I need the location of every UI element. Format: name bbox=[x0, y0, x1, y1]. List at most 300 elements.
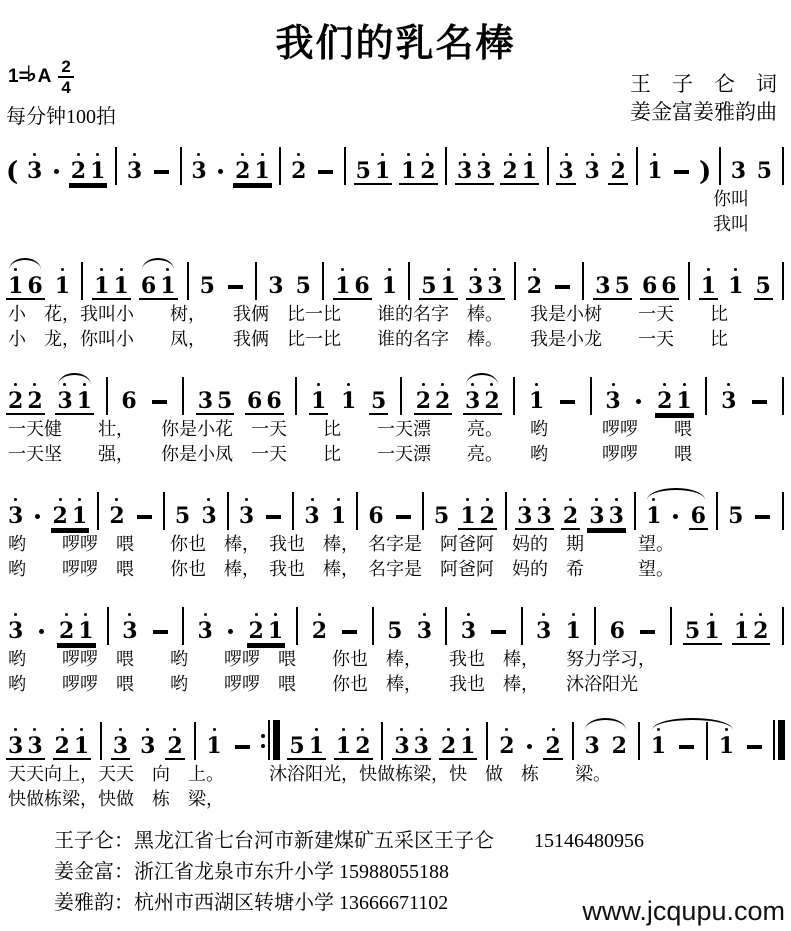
note-digit: 3 bbox=[197, 618, 213, 644]
note bbox=[165, 728, 184, 758]
beam-group bbox=[399, 153, 438, 185]
octave-dot bbox=[509, 153, 512, 156]
note-digit: 1 bbox=[335, 273, 351, 299]
note-digit: 3 bbox=[605, 388, 621, 414]
octave-dot bbox=[146, 728, 149, 731]
dash-note bbox=[674, 170, 689, 174]
note bbox=[125, 153, 144, 183]
note-digit: 3 bbox=[721, 388, 737, 414]
note-digit: 1 bbox=[113, 273, 129, 299]
note bbox=[515, 498, 534, 528]
augmentation-dot bbox=[39, 629, 44, 634]
dash-note bbox=[342, 630, 357, 634]
octave-dot bbox=[493, 268, 496, 271]
note bbox=[204, 728, 223, 758]
note bbox=[744, 728, 765, 758]
time-signature-denominator: 4 bbox=[61, 78, 71, 97]
note-digit: 5 bbox=[174, 503, 191, 529]
note-digit: 2 bbox=[610, 158, 626, 184]
dash-note bbox=[235, 745, 250, 749]
note bbox=[315, 153, 336, 183]
note bbox=[587, 498, 606, 528]
note-digit: 5 bbox=[728, 503, 744, 529]
note bbox=[637, 613, 658, 643]
note bbox=[439, 268, 458, 298]
note bbox=[88, 153, 107, 183]
note bbox=[310, 613, 329, 643]
beam-group bbox=[92, 268, 131, 300]
note bbox=[392, 728, 411, 758]
note bbox=[76, 613, 95, 643]
beam-group bbox=[655, 383, 694, 415]
barline bbox=[782, 377, 784, 415]
score bbox=[0, 133, 791, 823]
barline bbox=[182, 377, 184, 415]
time-signature-numerator: 2 bbox=[58, 58, 73, 78]
augmentation-dot bbox=[35, 514, 40, 519]
note bbox=[366, 498, 385, 528]
beam-group bbox=[165, 728, 184, 760]
note-digit: 3 bbox=[595, 273, 611, 299]
note-digit: 3 bbox=[197, 388, 213, 414]
octave-dot bbox=[133, 153, 136, 156]
time-signature bbox=[58, 58, 73, 96]
barline bbox=[445, 607, 447, 645]
barline bbox=[636, 147, 638, 185]
barline bbox=[81, 262, 83, 300]
octave-dot bbox=[552, 728, 555, 731]
note bbox=[173, 498, 192, 528]
note bbox=[689, 498, 708, 528]
note bbox=[289, 153, 308, 183]
notation-row bbox=[0, 133, 791, 187]
beam-group bbox=[455, 153, 494, 185]
note-digit: 3 bbox=[558, 158, 574, 184]
barline bbox=[782, 262, 784, 300]
barline bbox=[279, 147, 281, 185]
octave-dot bbox=[388, 268, 391, 271]
note bbox=[385, 613, 404, 643]
note bbox=[120, 613, 139, 643]
octave-dot bbox=[84, 613, 87, 616]
note bbox=[458, 728, 477, 758]
note-digit: 1 bbox=[646, 503, 662, 529]
note-digit: 5 bbox=[433, 503, 450, 529]
note-digit: 5 bbox=[355, 158, 371, 184]
note-digit: 3 bbox=[413, 733, 429, 759]
octave-dot bbox=[120, 268, 123, 271]
beam-group bbox=[51, 498, 90, 530]
note-digit: 2 bbox=[291, 158, 307, 184]
octave-dot bbox=[447, 728, 450, 731]
note bbox=[199, 498, 218, 528]
octave-dot bbox=[381, 153, 384, 156]
octave-dot bbox=[535, 383, 538, 386]
note-digit: 3 bbox=[126, 158, 143, 184]
note-digit: 6 bbox=[641, 273, 658, 299]
note bbox=[92, 268, 111, 298]
note-digit: 1 bbox=[381, 273, 398, 299]
note bbox=[237, 498, 256, 528]
note-digit: 1 bbox=[254, 158, 270, 184]
note bbox=[380, 268, 399, 298]
note-digit: 6 bbox=[266, 388, 282, 414]
note bbox=[414, 383, 433, 413]
score-system bbox=[0, 478, 791, 582]
octave-dot bbox=[65, 613, 68, 616]
note bbox=[189, 153, 208, 183]
note-digit: 1 bbox=[71, 503, 88, 529]
octave-dot bbox=[400, 728, 403, 731]
note-digit: 6 bbox=[690, 503, 706, 529]
note-digit: 1 bbox=[460, 503, 476, 529]
note bbox=[196, 383, 215, 413]
score-system bbox=[0, 708, 791, 812]
beam-group bbox=[369, 383, 388, 415]
beam-group bbox=[247, 613, 286, 645]
note bbox=[608, 153, 627, 183]
note-digit: 1 bbox=[90, 158, 106, 184]
octave-dot bbox=[274, 613, 277, 616]
beam-group bbox=[593, 268, 632, 300]
lyric-row: 快做栋梁，快做 栋 梁， bbox=[8, 789, 224, 809]
dash-note bbox=[137, 515, 152, 519]
note bbox=[233, 153, 252, 183]
note-digit: 2 bbox=[70, 158, 87, 184]
note-digit: 1 bbox=[76, 388, 92, 414]
barline bbox=[716, 492, 718, 530]
barline bbox=[194, 722, 196, 760]
note-digit: 1 bbox=[341, 388, 357, 414]
beam-group bbox=[111, 728, 130, 760]
octave-dot bbox=[59, 498, 62, 501]
note bbox=[640, 268, 659, 298]
octave-dot bbox=[426, 153, 429, 156]
note bbox=[466, 268, 485, 298]
note-digit: 1 bbox=[330, 503, 347, 529]
lyric-row: 小 龙，你叫小 凤， 我俩 比一比 谁的名字 棒。 我是小龙 一天 比 bbox=[8, 329, 728, 349]
note bbox=[755, 153, 774, 183]
note bbox=[751, 613, 770, 643]
key-letter: A bbox=[37, 66, 52, 87]
note bbox=[702, 613, 721, 643]
beam-group bbox=[57, 613, 96, 645]
score-system bbox=[0, 248, 791, 352]
note-digit: 1 bbox=[733, 618, 750, 644]
octave-dot bbox=[14, 613, 17, 616]
barline bbox=[97, 492, 99, 530]
octave-dot bbox=[740, 613, 743, 616]
note bbox=[608, 613, 627, 643]
bracket-symbol: ( bbox=[6, 157, 19, 187]
augmentation-dot bbox=[228, 629, 233, 634]
note bbox=[418, 153, 437, 183]
note bbox=[463, 383, 482, 413]
note-digit: 3 bbox=[460, 618, 477, 644]
beam-group bbox=[419, 268, 458, 300]
note-digit: 3 bbox=[140, 733, 156, 759]
dash-note bbox=[747, 745, 762, 749]
note bbox=[252, 153, 271, 183]
note bbox=[215, 383, 234, 413]
octave-dot bbox=[213, 728, 216, 731]
contact-line: 姜金富：浙江省龙泉市东升小学 15988055188 bbox=[54, 861, 449, 883]
barline bbox=[445, 147, 447, 185]
barline bbox=[782, 492, 784, 530]
barline bbox=[486, 722, 488, 760]
note bbox=[674, 383, 693, 413]
note bbox=[6, 268, 25, 298]
note-digit: 1 bbox=[54, 273, 71, 299]
note-digit: 3 bbox=[608, 503, 624, 529]
final-barline bbox=[773, 720, 785, 762]
note bbox=[369, 383, 388, 413]
note bbox=[671, 153, 692, 183]
note-digit: 2 bbox=[499, 733, 515, 759]
note bbox=[488, 613, 509, 643]
barline bbox=[255, 262, 257, 300]
contact-info bbox=[54, 826, 644, 919]
octave-dot bbox=[204, 613, 207, 616]
dash-note bbox=[491, 630, 506, 634]
note bbox=[72, 728, 91, 758]
note-digit: 3 bbox=[268, 273, 284, 299]
barline bbox=[227, 492, 229, 530]
note-digit: 3 bbox=[27, 733, 43, 759]
credits bbox=[630, 70, 777, 126]
note-digit: 2 bbox=[58, 618, 75, 644]
note-digit: 3 bbox=[584, 158, 600, 184]
note-digit: 3 bbox=[467, 273, 484, 299]
thin-bar bbox=[268, 720, 270, 760]
note-digit: 1 bbox=[8, 273, 24, 299]
note bbox=[196, 613, 215, 643]
octave-dot bbox=[727, 383, 730, 386]
barline bbox=[594, 607, 596, 645]
octave-dot bbox=[14, 728, 17, 731]
beam-group bbox=[458, 498, 497, 530]
note-digit: 3 bbox=[584, 733, 600, 759]
barline bbox=[582, 262, 584, 300]
dash-note bbox=[154, 170, 169, 174]
barline bbox=[688, 262, 690, 300]
note-digit: 6 bbox=[368, 503, 384, 529]
note bbox=[70, 498, 89, 528]
note-digit: 1 bbox=[311, 388, 327, 414]
octave-dot bbox=[245, 498, 248, 501]
note-digit: 6 bbox=[354, 273, 370, 299]
score-system bbox=[0, 133, 791, 237]
note-digit: 2 bbox=[355, 733, 371, 759]
beam-group bbox=[53, 728, 92, 760]
octave-dot bbox=[317, 383, 320, 386]
note-digit: 1 bbox=[440, 273, 456, 299]
note-digit: 5 bbox=[421, 273, 437, 299]
note bbox=[527, 383, 546, 413]
note-digit: 2 bbox=[435, 388, 451, 414]
note bbox=[474, 153, 493, 183]
note-digit: 2 bbox=[109, 503, 125, 529]
note bbox=[119, 383, 138, 413]
barline bbox=[292, 492, 294, 530]
barline bbox=[400, 377, 402, 415]
barline bbox=[514, 262, 516, 300]
beam-group bbox=[69, 153, 108, 185]
barline bbox=[180, 147, 182, 185]
octave-dot bbox=[505, 728, 508, 731]
note bbox=[139, 268, 158, 298]
barline bbox=[719, 147, 721, 185]
octave-dot bbox=[441, 383, 444, 386]
augmentation-dot bbox=[218, 169, 223, 174]
beam-group bbox=[196, 383, 235, 415]
beam-group bbox=[500, 153, 539, 185]
augmentation-dot bbox=[54, 169, 59, 174]
note-digit: 3 bbox=[122, 618, 138, 644]
note bbox=[582, 728, 601, 758]
note-digit: 3 bbox=[112, 733, 129, 759]
octave-dot bbox=[33, 383, 36, 386]
note-digit: 1 bbox=[700, 273, 717, 299]
note-digit: 3 bbox=[487, 273, 503, 299]
beam-group bbox=[245, 383, 284, 415]
barline bbox=[422, 492, 424, 530]
note bbox=[57, 613, 76, 643]
note-digit: 1 bbox=[267, 618, 284, 644]
beam-group bbox=[754, 268, 773, 300]
note-digit: 1 bbox=[565, 618, 581, 644]
tempo-marking: 每分钟100拍 bbox=[6, 106, 116, 128]
note bbox=[149, 383, 170, 413]
note-digit: 1 bbox=[206, 733, 222, 759]
note-digit: 2 bbox=[8, 388, 24, 414]
note bbox=[399, 153, 418, 183]
barline bbox=[115, 147, 117, 185]
note-digit: 1 bbox=[650, 733, 667, 759]
note bbox=[25, 383, 44, 413]
beam-group bbox=[333, 268, 372, 300]
note-digit: 3 bbox=[465, 388, 481, 414]
note bbox=[53, 728, 72, 758]
octave-dot bbox=[569, 498, 572, 501]
octave-dot bbox=[615, 498, 618, 501]
note bbox=[432, 498, 451, 528]
octave-dot bbox=[466, 728, 469, 731]
note bbox=[726, 498, 745, 528]
barline bbox=[344, 147, 346, 185]
barline bbox=[521, 607, 523, 645]
octave-dot bbox=[14, 383, 17, 386]
note-digit: 3 bbox=[27, 158, 43, 184]
note bbox=[557, 383, 578, 413]
barline bbox=[182, 607, 184, 645]
barline bbox=[547, 147, 549, 185]
note-digit: 1 bbox=[728, 273, 744, 299]
lyric-row: 哟 啰啰 喂 你也 棒， 我也 棒， 名字是 阿爸阿 妈的 希 望。 bbox=[8, 559, 674, 579]
note bbox=[393, 498, 414, 528]
contact-line: 姜雅韵：杭州市西湖区转塘小学 13666671102 bbox=[54, 892, 449, 914]
note-digit: 2 bbox=[415, 388, 431, 414]
note-digit: 1 bbox=[78, 618, 94, 644]
octave-dot bbox=[482, 153, 485, 156]
dash-note bbox=[318, 170, 333, 174]
thin-bar bbox=[773, 720, 775, 760]
augmentation-dot bbox=[527, 744, 532, 749]
octave-dot bbox=[61, 268, 64, 271]
note bbox=[264, 383, 283, 413]
notation-row bbox=[0, 478, 791, 532]
note bbox=[415, 613, 434, 643]
slur-arc bbox=[652, 718, 733, 730]
lyricist-credit: 王 子 仑 词 bbox=[630, 72, 777, 96]
beam-group bbox=[463, 383, 502, 415]
note bbox=[459, 613, 478, 643]
octave-dot bbox=[255, 613, 258, 616]
octave-dot bbox=[77, 153, 80, 156]
octave-dot bbox=[119, 728, 122, 731]
note bbox=[138, 728, 157, 758]
note-digit: 3 bbox=[57, 388, 73, 414]
note-digit: 1 bbox=[94, 273, 110, 299]
lyric-row: 我叫 bbox=[713, 214, 749, 234]
note bbox=[543, 728, 562, 758]
beam-group bbox=[6, 728, 45, 760]
note-digit: 3 bbox=[238, 503, 255, 529]
octave-dot bbox=[486, 498, 489, 501]
note-digit: 5 bbox=[387, 618, 403, 644]
augmentation-dot bbox=[636, 399, 641, 404]
note-digit: 1 bbox=[704, 618, 720, 644]
slur-arc bbox=[9, 258, 41, 270]
octave-dot bbox=[533, 268, 536, 271]
barline bbox=[356, 492, 358, 530]
note bbox=[749, 383, 770, 413]
barline bbox=[782, 607, 784, 645]
octave-dot bbox=[311, 498, 314, 501]
lyric-row: 小 花，我叫小 树， 我俩 比一比 谁的名字 棒。 我是小树 一天 比 bbox=[8, 304, 728, 324]
note-digit: 2 bbox=[420, 158, 436, 184]
octave-dot bbox=[447, 268, 450, 271]
dash-note bbox=[266, 515, 281, 519]
note bbox=[752, 498, 773, 528]
dash-note bbox=[396, 515, 411, 519]
note bbox=[247, 613, 266, 643]
contact-line: 王子仑：黑龙江省七台河市新建煤矿五采区王子仑 15146480956 bbox=[54, 830, 644, 852]
barline bbox=[590, 377, 592, 415]
barline bbox=[638, 722, 640, 760]
octave-dot bbox=[115, 498, 118, 501]
note bbox=[603, 383, 622, 413]
barline bbox=[163, 492, 165, 530]
note bbox=[6, 383, 25, 413]
note-digit: 3 bbox=[416, 618, 433, 644]
composer-credit: 姜金富姜雅韵曲 bbox=[630, 100, 777, 124]
note-digit: 2 bbox=[502, 158, 518, 184]
note bbox=[534, 498, 553, 528]
note-digit: 1 bbox=[308, 733, 325, 759]
barline bbox=[670, 607, 672, 645]
note bbox=[266, 613, 285, 643]
octave-dot bbox=[565, 153, 568, 156]
note bbox=[729, 153, 748, 183]
note bbox=[354, 153, 373, 183]
note bbox=[607, 498, 626, 528]
octave-dot bbox=[734, 268, 737, 271]
note bbox=[478, 498, 497, 528]
note-digit: 3 bbox=[304, 503, 320, 529]
beam-group bbox=[556, 153, 575, 185]
octave-dot bbox=[315, 728, 318, 731]
